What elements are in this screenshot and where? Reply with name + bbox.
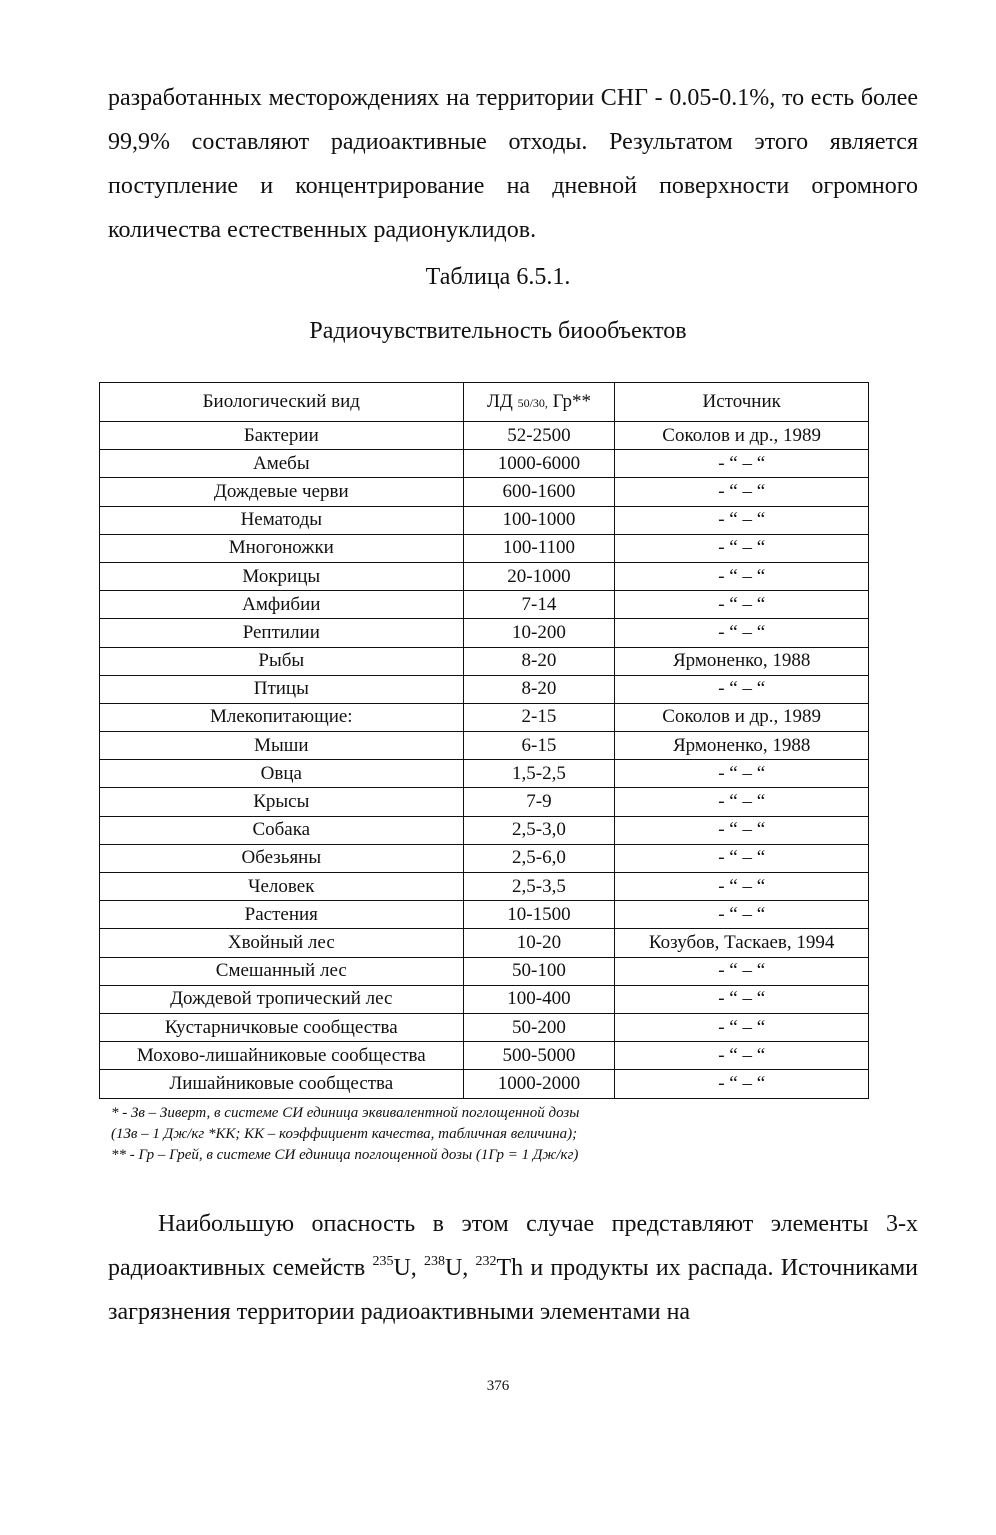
source-cell: Ярмоненко, 1988: [615, 732, 869, 760]
source-cell: Ярмоненко, 1988: [615, 647, 869, 675]
species-cell: Нематоды: [100, 506, 464, 534]
dose-cell: 8-20: [463, 675, 615, 703]
table-row: [100, 422, 869, 450]
source-cell: - “ – “: [615, 562, 869, 590]
radiosensitivity-table: [99, 382, 869, 1099]
table-row: [100, 985, 869, 1013]
species-cell: Мыши: [100, 732, 464, 760]
dose-cell: 50-200: [463, 1013, 615, 1041]
table-body: [100, 422, 869, 1099]
table-title: Радиочувствительность биообъектов: [309, 318, 687, 344]
species-cell: Смешанный лес: [100, 957, 464, 985]
source-cell: Соколов и др., 1989: [615, 422, 869, 450]
dose-cell: 2,5-6,0: [463, 844, 615, 872]
source-cell: - “ – “: [615, 1042, 869, 1070]
isotope-1-symbol: U,: [393, 1255, 424, 1281]
source-cell: - “ – “: [615, 1013, 869, 1041]
dose-cell: 1000-2000: [463, 1070, 615, 1098]
dose-cell: 600-1600: [463, 478, 615, 506]
footnotes: [111, 1103, 871, 1166]
dose-cell: 10-1500: [463, 901, 615, 929]
dose-cell: 50-100: [463, 957, 615, 985]
header-dose: [463, 383, 615, 422]
dose-cell: 2,5-3,0: [463, 816, 615, 844]
source-cell: - “ – “: [615, 675, 869, 703]
page-number: 376: [486, 1378, 510, 1394]
footnote-1: * - Зв – Зиверт, в системе СИ единица эквивалентной поглощенной дозы: [111, 1105, 580, 1121]
source-cell: - “ – “: [615, 450, 869, 478]
dose-cell: 8-20: [463, 647, 615, 675]
isotope-3-symbol: Th: [496, 1255, 524, 1281]
body-paragraph: [108, 1202, 918, 1334]
species-cell: Дождевой тропический лес: [100, 985, 464, 1013]
table-row: [100, 562, 869, 590]
dose-cell: 1,5-2,5: [463, 760, 615, 788]
table-row: [100, 619, 869, 647]
dose-cell: 7-14: [463, 591, 615, 619]
species-cell: Мокрицы: [100, 562, 464, 590]
isotope-1-mass: 235: [372, 1254, 394, 1269]
source-cell: Соколов и др., 1989: [615, 703, 869, 731]
table-row: [100, 506, 869, 534]
dose-cell: 7-9: [463, 788, 615, 816]
isotope-2-symbol: U,: [444, 1255, 476, 1281]
species-cell: Рептилии: [100, 619, 464, 647]
table-row: [100, 703, 869, 731]
species-cell: Млекопитающие:: [100, 703, 464, 731]
isotope-2-mass: 238: [423, 1254, 445, 1269]
species-cell: Крысы: [100, 788, 464, 816]
species-cell: Мохово-лишайниковые сообщества: [100, 1042, 464, 1070]
species-cell: Рыбы: [100, 647, 464, 675]
species-cell: Бактерии: [100, 422, 464, 450]
source-cell: - “ – “: [615, 844, 869, 872]
species-cell: Обезьяны: [100, 844, 464, 872]
source-cell: - “ – “: [615, 760, 869, 788]
header-species: Биологический вид: [100, 383, 464, 422]
table-row: [100, 647, 869, 675]
table-row: [100, 732, 869, 760]
dose-cell: 6-15: [463, 732, 615, 760]
table-row: [100, 760, 869, 788]
source-cell: - “ – “: [615, 1070, 869, 1098]
source-cell: - “ – “: [615, 816, 869, 844]
dose-cell: 2-15: [463, 703, 615, 731]
table-row: [100, 478, 869, 506]
footnote-3: ** - Гр – Грей, в системе СИ единица поглощенной дозы (1Гр = 1 Дж/кг): [111, 1147, 579, 1163]
header-source: Источник: [615, 383, 869, 422]
table-row: [100, 844, 869, 872]
source-cell: - “ – “: [615, 591, 869, 619]
header-dose-unit: Гр**: [552, 391, 591, 412]
table-row: [100, 1070, 869, 1098]
dose-cell: 10-20: [463, 929, 615, 957]
table-row: [100, 816, 869, 844]
intro-paragraph: разработанных месторождениях на территории СНГ - 0.05-0.1%, то есть более 99,9% составляют радиоактивные отходы. Результатом этого является поступление и концентрирование на дневной поверхности огромного количества естественных радионуклидов.: [108, 85, 918, 243]
header-dose-main: ЛД: [486, 391, 513, 412]
source-cell: - “ – “: [615, 873, 869, 901]
species-cell: Человек: [100, 873, 464, 901]
table-row: [100, 873, 869, 901]
table-row: [100, 675, 869, 703]
body-text-a: Наибольшую опасность в этом случае представляют элементы 3-х радиоактивных семейств: [108, 1211, 918, 1281]
footnote-2: (1Зв – 1 Дж/кг *КК; КК – коэффициент качества, табличная величина);: [111, 1126, 578, 1142]
source-cell: - “ – “: [615, 901, 869, 929]
species-cell: Амебы: [100, 450, 464, 478]
dose-cell: 100-400: [463, 985, 615, 1013]
dose-cell: 1000-6000: [463, 450, 615, 478]
source-cell: Козубов, Таскаев, 1994: [615, 929, 869, 957]
table-header-row: [100, 383, 869, 422]
source-cell: - “ – “: [615, 788, 869, 816]
species-cell: Растения: [100, 901, 464, 929]
source-cell: - “ – “: [615, 619, 869, 647]
species-cell: Собака: [100, 816, 464, 844]
species-cell: Лишайниковые сообщества: [100, 1070, 464, 1098]
table-row: [100, 957, 869, 985]
source-cell: - “ – “: [615, 534, 869, 562]
header-dose-sub: 50/30,: [517, 396, 548, 410]
dose-cell: 2,5-3,5: [463, 873, 615, 901]
species-cell: Многоножки: [100, 534, 464, 562]
dose-cell: 100-1100: [463, 534, 615, 562]
table-row: [100, 534, 869, 562]
table-row: [100, 929, 869, 957]
species-cell: Дождевые черви: [100, 478, 464, 506]
table-row: [100, 591, 869, 619]
body-text-b: и продукты их распада. Источниками загрязнения территории радиоактивными элементами на: [108, 1255, 918, 1325]
species-cell: Кустарничковые сообщества: [100, 1013, 464, 1041]
dose-cell: 20-1000: [463, 562, 615, 590]
source-cell: - “ – “: [615, 506, 869, 534]
table-row: [100, 1042, 869, 1070]
dose-cell: 10-200: [463, 619, 615, 647]
table-row: [100, 1013, 869, 1041]
table-row: [100, 901, 869, 929]
dose-cell: 500-5000: [463, 1042, 615, 1070]
dose-cell: 100-1000: [463, 506, 615, 534]
table-row: [100, 788, 869, 816]
dose-cell: 52-2500: [463, 422, 615, 450]
table-number: Таблица 6.5.1.: [425, 264, 571, 290]
source-cell: - “ – “: [615, 957, 869, 985]
source-cell: - “ – “: [615, 478, 869, 506]
species-cell: Овца: [100, 760, 464, 788]
species-cell: Амфибии: [100, 591, 464, 619]
table-row: [100, 450, 869, 478]
species-cell: Птицы: [100, 675, 464, 703]
source-cell: - “ – “: [615, 985, 869, 1013]
species-cell: Хвойный лес: [100, 929, 464, 957]
isotope-3-mass: 232: [475, 1254, 497, 1269]
